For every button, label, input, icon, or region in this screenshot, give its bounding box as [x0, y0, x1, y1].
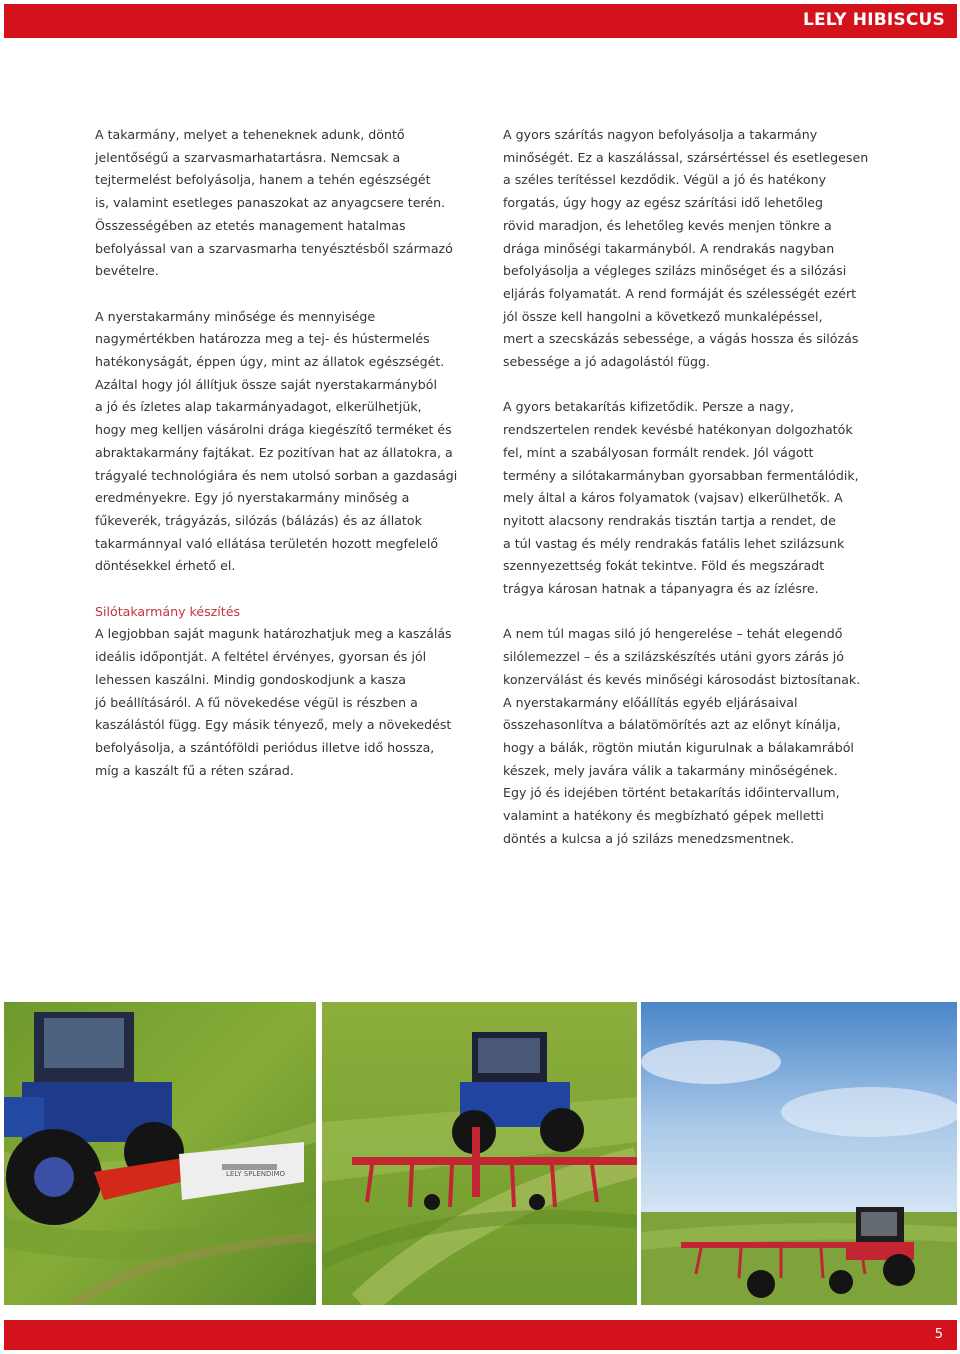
- text-line: A takarmány, melyet a teheneknek adunk, döntő: [95, 127, 405, 142]
- text-line: mert a szecskázás sebessége, a vágás hossza és silózás: [503, 331, 859, 347]
- text-line: összehasonlítva a bálatömörítés azt az előnyt kínálja,: [503, 717, 841, 733]
- text-line: a széles terítéssel kezdődik. Végül a jó és hatékony: [503, 172, 827, 188]
- section-heading: Silótakarmány készítés: [95, 603, 241, 619]
- brand-title: LELY HIBISCUS: [802, 10, 945, 30]
- text-line: silólemezzel – és a szilázskészítés utáni gyors zárás jó: [503, 649, 844, 665]
- text-line: drága minőségi takarmányból. A rendrakás nagyban: [503, 240, 835, 256]
- photo-rake-sky: [641, 1002, 957, 1305]
- right-paragraph-3: [503, 623, 873, 850]
- text-line: eredményekre. Egy jó nyerstakarmány minőség a: [95, 490, 410, 506]
- text-line: mely által a káros folyamatok (vajsav) elkerülhetők. A: [503, 490, 843, 506]
- text-line: befolyásolja, a szántóföldi periódus illetve idő hossza,: [95, 739, 435, 755]
- text-line: A nyerstakarmány minősége és mennyisége: [95, 308, 376, 324]
- text-line: bevételre.: [95, 263, 159, 279]
- text-line: trágyalé technológiára és nem utolsó sorban a gazdasági: [95, 467, 458, 483]
- text-line: hogy a bálák, rögtön miután kigurulnak a bálakamrából: [503, 739, 854, 755]
- text-line: valamint a hatékony és megbízható gépek melletti: [503, 808, 824, 824]
- text-line: jó beállításáról. A fű növekedése végül is részben a: [95, 694, 418, 710]
- right-paragraph-1: [503, 124, 873, 374]
- text-line: fűkeverék, trágyázás, silózás (bálázás) és az állatok: [95, 512, 422, 528]
- right-paragraph-2: [503, 396, 873, 600]
- text-line: A nem túl magas siló jó hengerelése – tehát elegendő: [503, 626, 843, 642]
- text-line: készek, mely javára válik a takarmány minőségének.: [503, 762, 838, 778]
- text-line: kaszálástól függ. Egy másik tényező, mely a növekedést: [95, 717, 452, 733]
- footer-bar: [4, 1320, 957, 1350]
- photo-tractor-rake: [322, 1002, 637, 1305]
- text-line: A gyors betakarítás kifizetődik. Persze a nagy,: [503, 399, 794, 415]
- text-line: is, valamint esetleges panaszokat az anyagcsere terén.: [95, 195, 446, 211]
- left-paragraph-2: [95, 306, 495, 578]
- text-line: fel, mint a szabályosan formált rendek. Jól vágott: [503, 444, 814, 460]
- text-line: forgatás, úgy hogy az egész szárítási idő lehetőleg: [503, 195, 823, 211]
- text-line: takarmánnyal való ellátása területén hozott megfelelő: [95, 535, 439, 551]
- text-line: sebessége a jó adagolástól függ.: [503, 354, 711, 370]
- text-line: tejtermelést befolyásolja, hanem a tehén egészségét: [95, 172, 431, 188]
- text-line: döntésekkel érhető el.: [95, 558, 236, 574]
- text-line: nyitott alacsony rendrakás tisztán tartja a rendet, de: [503, 512, 836, 528]
- text-line: ideális időpontját. A feltétel érvényes, gyorsan és jól: [95, 649, 427, 665]
- text-line: konzerválást és kevés minőségi károsodást biztosítanak.: [503, 671, 861, 687]
- text-line: Azáltal hogy jól állítjuk össze saját nyerstakarmányból: [95, 376, 437, 392]
- text-line: A nyerstakarmány előállítás egyéb eljárásaival: [503, 694, 798, 710]
- text-line: rendszertelen rendek kevésbé hatékonyan dolgozhatók: [503, 422, 853, 438]
- right-column: [503, 124, 873, 850]
- text-line: minőségét. Ez a kaszálással, szársértéssel és esetlegesen: [503, 149, 869, 165]
- text-line: döntés a kulcsa a jó szilázs menedzsmentnek.: [503, 830, 795, 846]
- left-column: [95, 124, 495, 782]
- left-paragraph-3: [95, 623, 495, 782]
- text-line: nagymértékben határozza meg a tej- és hústermelés: [95, 331, 430, 347]
- text-line: jelentőségű a szarvasmarhatartásra. Nemcsak a: [95, 149, 401, 165]
- text-line: Egy jó és idejében történt betakarítás időintervallum,: [503, 785, 840, 801]
- page-number: 5: [934, 1327, 943, 1342]
- text-line: jól össze kell hangolni a következő munkalépéssel,: [503, 308, 823, 324]
- text-line: eljárás folyamatát. A rend formáját és szélességét ezért: [503, 285, 857, 301]
- photo-tractor-mower: [4, 1002, 316, 1305]
- text-line: hatékonyságát, éppen úgy, mint az állatok egészségét.: [95, 354, 445, 370]
- text-line: a túl vastag és mély rendrakás fatális lehet szilázsunk: [503, 535, 845, 551]
- text-line: lehessen kaszálni. Mindig gondoskodjunk a kasza: [95, 671, 406, 687]
- text-line: A gyors szárítás nagyon befolyásolja a takarmány: [503, 127, 818, 142]
- text-line: Összességében az etetés management hatalmas: [95, 217, 406, 233]
- text-line: befolyásolja a végleges szilázs minőséget és a silózási: [503, 263, 847, 279]
- text-line: termény a silótakarmányban gyorsabban fermentálódik,: [503, 467, 859, 483]
- text-line: hogy meg kelljen vásárolni drága kiegészítő terméket és: [95, 422, 452, 438]
- text-line: a jó és ízletes alap takarmányadagot, elkerülhetjük,: [95, 399, 422, 415]
- text-line: míg a kaszált fű a réten szárad.: [95, 762, 294, 778]
- header-bar: [4, 4, 957, 38]
- text-line: trágya károsan hatnak a tápanyagra és az ízlésre.: [503, 581, 819, 597]
- text-line: abraktakarmány fajtákat. Ez pozitívan hat az állatokra, a: [95, 444, 453, 460]
- text-line: befolyással van a szarvasmarha tenyésztésből származó: [95, 240, 453, 256]
- text-line: rövid maradjon, és lehetőleg kevés menjen tönkre a: [503, 217, 832, 233]
- text-line: A legjobban saját magunk határozhatjuk meg a kaszálás: [95, 626, 452, 642]
- left-paragraph-1: [95, 124, 495, 283]
- text-line: szennyezettség fokát tekintve. Föld és megszáradt: [503, 558, 825, 574]
- mower-brand-label: LELY SPLENDIMO: [226, 1170, 286, 1178]
